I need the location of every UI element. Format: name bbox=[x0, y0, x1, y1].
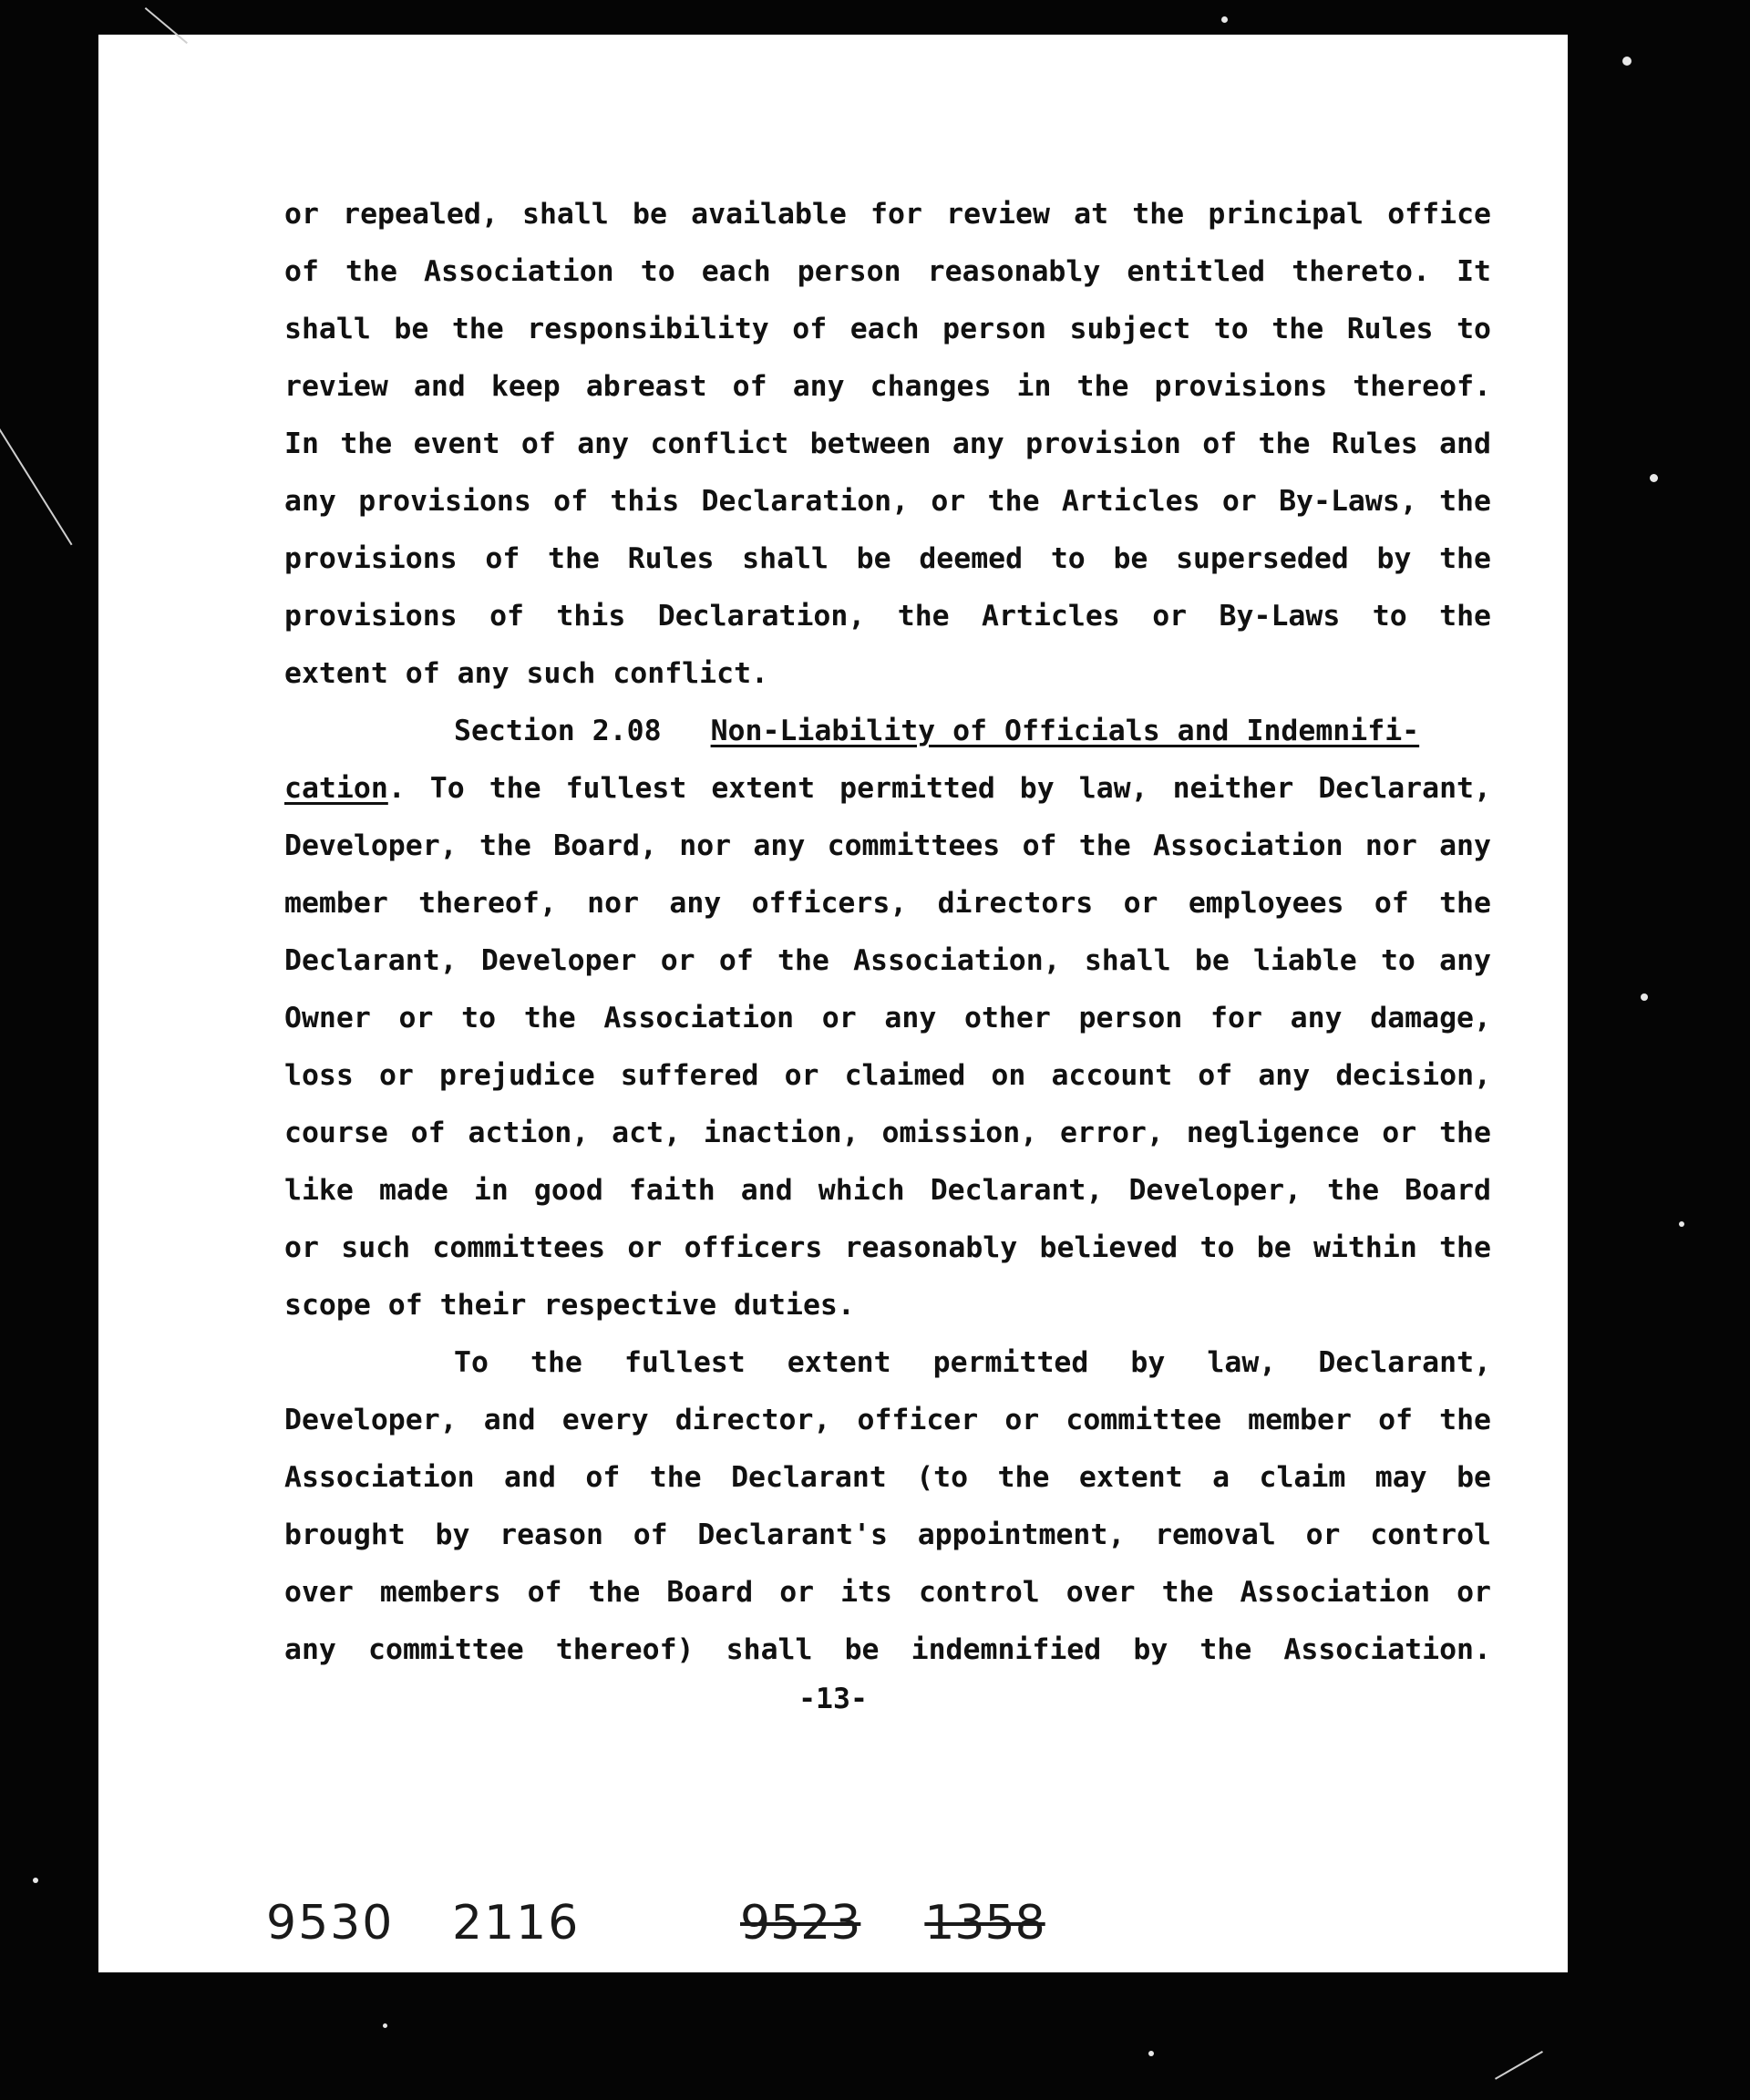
document-body bbox=[284, 186, 1491, 1679]
text-line: brought by reason of Declarant's appointment, removal or control bbox=[284, 1518, 1491, 1551]
text-line: In the event of any conflict between any provision of the Rules and bbox=[284, 427, 1491, 460]
text-fragment: . To the fullest extent permitted by law, neither Declarant, bbox=[387, 772, 1491, 805]
scan-line bbox=[1495, 2051, 1543, 2080]
scan-speck bbox=[1679, 1221, 1684, 1227]
text-line: course of action, act, inaction, omission, error, negligence or the bbox=[284, 1117, 1491, 1149]
document-stamp-number: 2116 bbox=[452, 1896, 581, 1951]
scan-speck bbox=[1641, 993, 1648, 1001]
scan-line bbox=[0, 428, 72, 545]
document-stamp-number: 9530 bbox=[266, 1896, 395, 1951]
scan-speck bbox=[1650, 474, 1658, 482]
section-heading bbox=[284, 703, 1491, 760]
text-line: Developer, and every director, officer or committee member of the bbox=[284, 1404, 1491, 1436]
text-line: or repealed, shall be available for review at the principal office bbox=[284, 198, 1491, 231]
text-line: loss or prejudice suffered or claimed on account of any decision, bbox=[284, 1059, 1491, 1092]
text-line: any committee thereof) shall be indemnified by the Association. bbox=[284, 1633, 1491, 1666]
struck-stamp-number bbox=[740, 1896, 1045, 1951]
text-line: Developer, the Board, nor any committees of the Association nor any bbox=[284, 829, 1491, 862]
document-page bbox=[98, 35, 1568, 1972]
text-line: review and keep abreast of any changes in the provisions thereof. bbox=[284, 370, 1491, 403]
scan-speck bbox=[1221, 16, 1228, 23]
text-line: provisions of this Declaration, the Articles or By-Laws to the bbox=[284, 600, 1491, 633]
struck-stamp-part: 1358 bbox=[924, 1896, 1045, 1951]
text-line: provisions of the Rules shall be deemed to be superseded by the bbox=[284, 542, 1491, 575]
section-title: Non-Liability of Officials and Indemnifi- bbox=[710, 715, 1420, 747]
scan-speck bbox=[383, 2023, 387, 2028]
text-line: Association and of the Declarant (to the extent a claim may be bbox=[284, 1461, 1491, 1494]
text-line bbox=[284, 760, 1491, 818]
text-line: over members of the Board or its control over the Association or bbox=[284, 1576, 1491, 1609]
text-line: member thereof, nor any officers, directors or employees of the bbox=[284, 887, 1491, 920]
text-line: any provisions of this Declaration, or the Articles or By-Laws, the bbox=[284, 485, 1491, 518]
text-line: Owner or to the Association or any other person for any damage, bbox=[284, 1002, 1491, 1035]
text-line: scope of their respective duties. bbox=[284, 1289, 855, 1322]
scan-speck bbox=[33, 1878, 38, 1883]
text-line: shall be the responsibility of each person subject to the Rules to bbox=[284, 313, 1491, 345]
section-number: Section 2.08 bbox=[454, 715, 662, 747]
page-number: -13- bbox=[798, 1683, 868, 1715]
text-line: like made in good faith and which Declarant, Developer, the Board bbox=[284, 1174, 1491, 1207]
text-line: Declarant, Developer or of the Association, shall be liable to any bbox=[284, 944, 1491, 977]
scan-speck bbox=[1148, 2051, 1154, 2056]
text-line: extent of any such conflict. bbox=[284, 657, 769, 690]
text-line: To the fullest extent permitted by law, Declarant, bbox=[454, 1346, 1491, 1379]
scan-speck bbox=[1622, 57, 1632, 66]
struck-stamp-part: 9523 bbox=[740, 1896, 861, 1951]
text-line: of the Association to each person reasonably entitled thereto. It bbox=[284, 255, 1491, 288]
section-title-continued: cation bbox=[284, 772, 388, 805]
text-line: or such committees or officers reasonably believed to be within the bbox=[284, 1231, 1491, 1264]
